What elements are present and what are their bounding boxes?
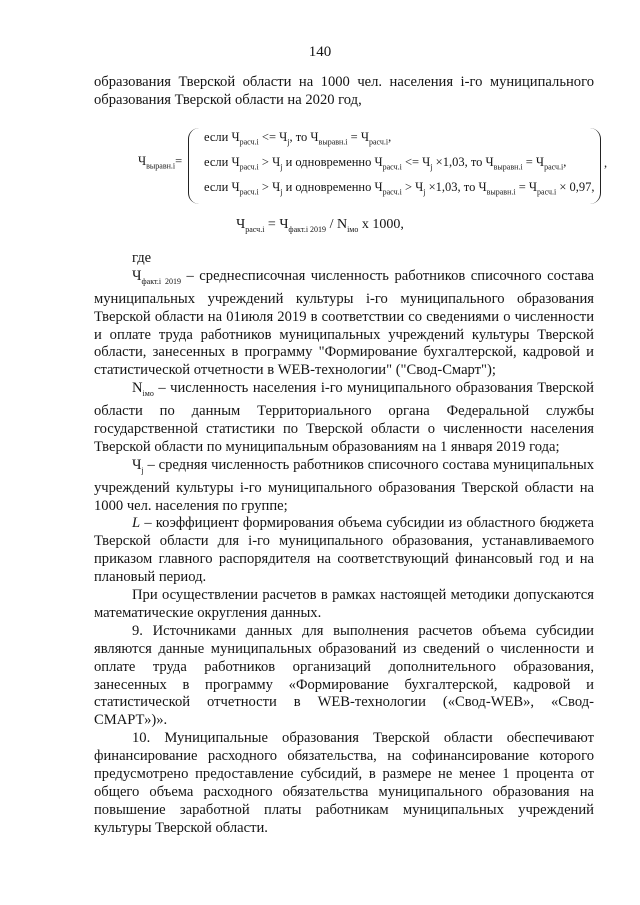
formula-trailing-comma: , — [604, 156, 608, 170]
body-text — [94, 250, 594, 838]
formula-case-3: если $Ч_{расч.i} > Ч_j$ и одновременно $Ч_{расч.i} > Ч_j \times 1,03$, то $Ч_{выравн.i} = Ч_{расч.i} \times 0,97$, — [204, 180, 595, 197]
paragraph-rounding: При осуществлении расчетов в рамках настоящей методики допускаются математические округления данных. — [94, 587, 594, 621]
paragraph-10: 10. Муниципальные образования Тверской области обеспечивают финансирование расходного обязательства, на софинансирование которого предусмотрено предоставление субсидий, в размере не менее 1 процента от общего объема расходного обязательства муниципального образования на повышение заработной платы работникам муниципальных учреждений культуры Тверской области. — [94, 730, 594, 836]
formula-lhs-symbol: Ч — [138, 154, 147, 168]
page-number: 140 — [308, 44, 332, 60]
definition-fact: $Ч_{факт.i 2019}$ – среднесписочная численность работников списочного состава муниципальных учреждений культуры i-го муниципального образования Тверской области на 01июля 2019 в соответствии со сведениями о численности и оплате труда работников муниципальных учреждений культуры Тверской области, занесенных в программу "Формирование бухгалтерской, кадровой и статистической отчетности в WEB-технологии" ("Свод-Смарт"); — [94, 267, 594, 379]
formula-case-1: если $Ч_{расч.i} <= Ч_j$, то $Ч_{выравн.i} = Ч_{расч.i}$, — [204, 130, 392, 147]
formula-case-2: если $Ч_{расч.i} > Ч_j$ и одновременно $Ч_{расч.i} <= Ч_j \times 1,03$, то $Ч_{выравн.i} = Ч_{расч.i}$, — [204, 155, 567, 172]
formula-lhs-subscript: выравн.i — [146, 161, 176, 171]
definition-population: $N_{імо}$ – численность населения i-го муниципального образования Тверской области по данным Территориального органа Федеральной службы государственной статистики по Тверской области о численности населения Тверской области по муниципальным образованиям на 1 января 2019 года; — [94, 380, 594, 455]
piecewise-formula — [138, 128, 618, 208]
definition-average: $Ч_j$ – средняя численность работников списочного состава муниципальных учреждений культуры i-го муниципального образования Тверской области на 1000 чел. населения по группе; — [94, 456, 594, 514]
definition-coefficient: L – коэффициент формирования объема субсидии из областного бюджета Тверской области для i-го муниципального образования, устанавливаемого приказом главного распорядителя на соответствующий финансовый год и на плановый период. — [94, 515, 594, 586]
formula-calculation: $Ч_{расч.i} = Ч_{факт.i 2019} / N_{імо}$ х 1000, — [236, 217, 404, 234]
formula-lhs-equals: = — [175, 154, 183, 168]
left-brace — [188, 128, 199, 204]
formula-lhs — [138, 154, 182, 171]
right-brace — [590, 128, 601, 204]
where-label: где — [132, 250, 152, 266]
intro-paragraph: образования Тверской области на 1000 чел. населения i-го муниципального образования Тверской области на 2020 год, — [94, 74, 594, 108]
intro-text — [94, 74, 594, 110]
paragraph-9: 9. Источниками данных для выполнения расчетов объема субсидии являются данные муниципальных образований из сведений о численности и оплате труда работников организаций дополнительного образования, занесенных в программу «Формирование бухгалтерской, кадровой и статистической отчетности в WEB-технологии («Свод-WEB», «Свод-СМАРТ»)». — [94, 622, 594, 729]
